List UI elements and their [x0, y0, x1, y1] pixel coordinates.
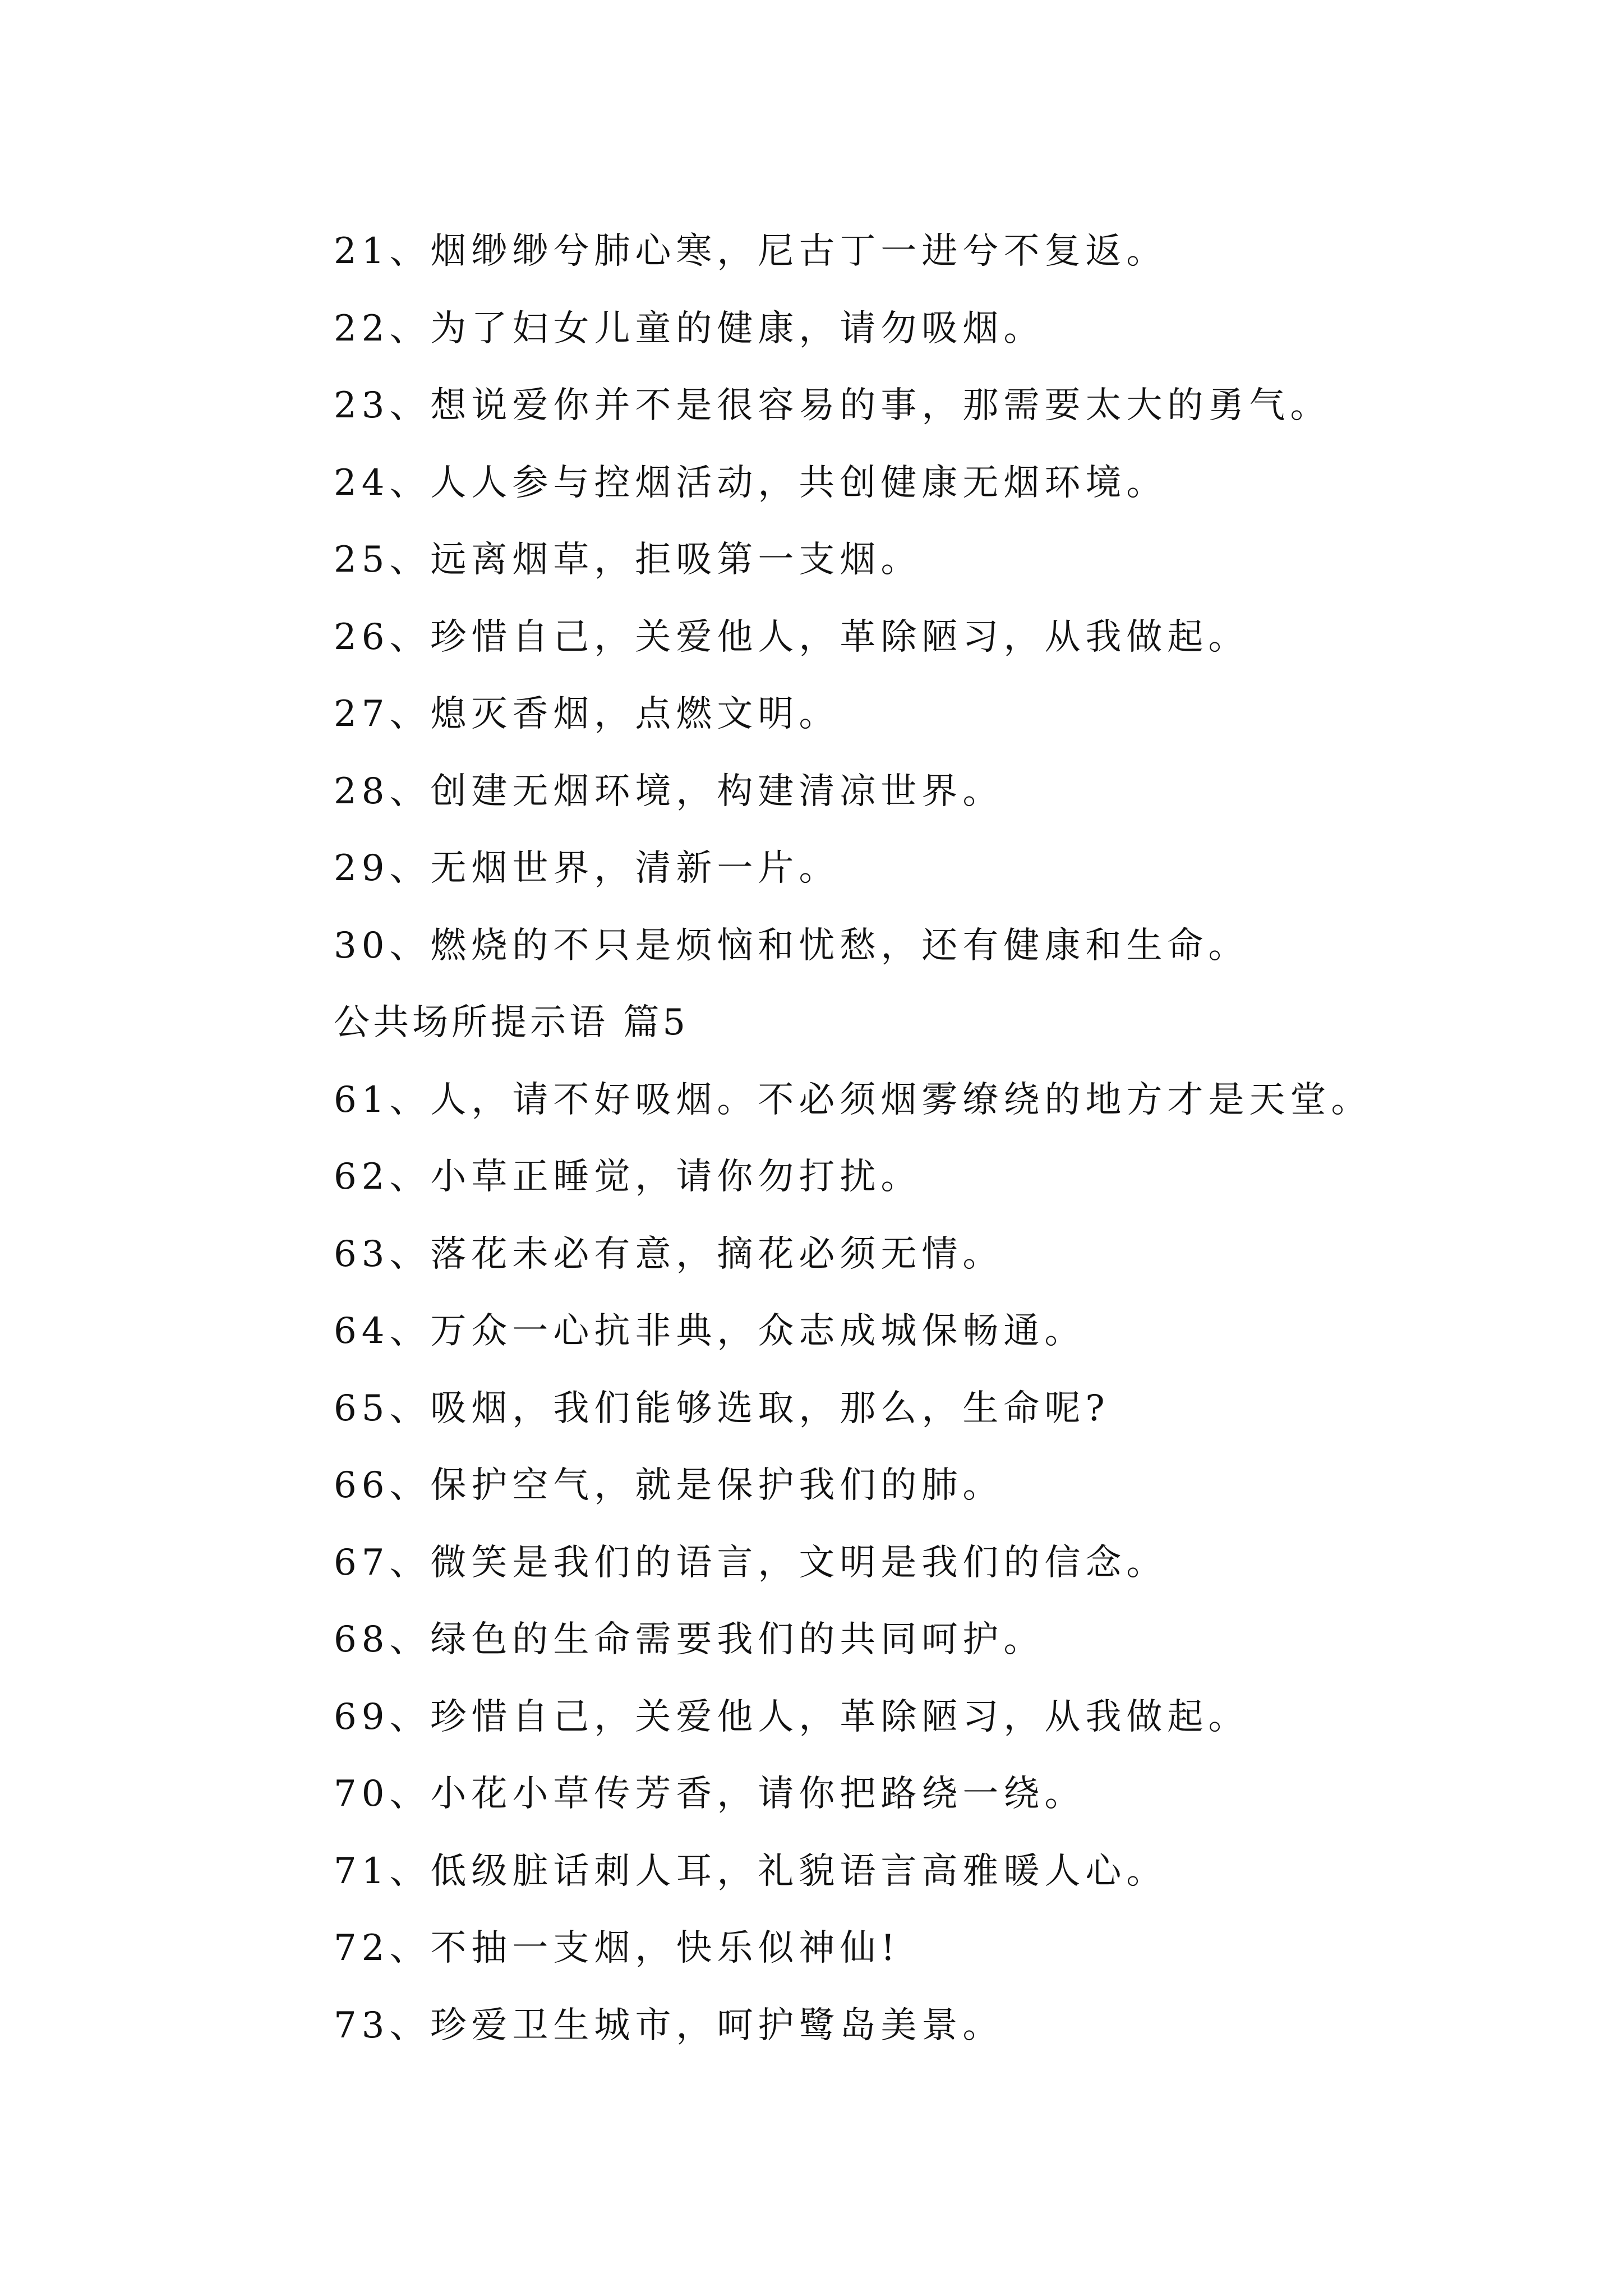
slogan-line-68: 68、绿色的生命需要我们的共同呵护。 [334, 1619, 1045, 1660]
slogan-line-28: 28、创建无烟环境，构建清凉世界。 [334, 770, 1004, 812]
slogan-line-22: 22、为了妇女儿童的健康，请勿吸烟。 [334, 307, 1045, 349]
slogan-line-71: 71、低级脏话刺人耳，礼貌语言高雅暖人心。 [334, 1850, 1168, 1892]
slogan-line-73: 73、珍爱卫生城市，呵护鹭岛美景。 [334, 2004, 1004, 2046]
slogan-line-62: 62、小草正睡觉，请你勿打扰。 [334, 1156, 922, 1198]
slogan-line-72: 72、不抽一支烟，快乐似神仙! [334, 1927, 901, 1969]
slogan-line-69: 69、珍惜自己，关爱他人，革除陋习，从我做起。 [334, 1696, 1249, 1738]
slogan-line-24: 24、人人参与控烟活动，共创健康无烟环境。 [334, 462, 1168, 504]
slogan-line-66: 66、保护空气，就是保护我们的肺。 [334, 1465, 1004, 1506]
slogan-line-26: 26、珍惜自己，关爱他人，革除陋习，从我做起。 [334, 616, 1249, 658]
slogan-line-21: 21、烟缈缈兮肺心寒，尼古丁一进兮不复返。 [334, 231, 1168, 272]
slogan-line-67: 67、微笑是我们的语言，文明是我们的信念。 [334, 1542, 1168, 1584]
slogan-line-65: 65、吸烟，我们能够选取，那么，生命呢? [334, 1387, 1110, 1429]
slogan-line-30: 30、燃烧的不只是烦恼和忧愁，还有健康和生命。 [334, 924, 1249, 967]
slogan-line-61: 61、人，请不好吸烟。不必须烟雾缭绕的地方才是天堂。 [334, 1079, 1372, 1121]
slogan-line-29: 29、无烟世界，清新一片。 [334, 848, 840, 889]
slogan-line-25: 25、远离烟草，拒吸第一支烟。 [334, 539, 922, 581]
section-heading: 公共场所提示语 篇5 [334, 1002, 689, 1043]
slogan-line-63: 63、落花未必有意，摘花必须无情。 [334, 1233, 1004, 1275]
slogan-line-70: 70、小花小草传芳香，请你把路绕一绕。 [334, 1773, 1086, 1815]
slogan-line-27: 27、熄灭香烟，点燃文明。 [334, 693, 840, 735]
slogan-line-64: 64、万众一心抗非典，众志成城保畅通。 [334, 1310, 1086, 1352]
slogan-line-23: 23、想说爱你并不是很容易的事，那需要太大的勇气。 [334, 385, 1331, 426]
document-body [334, 213, 1567, 2064]
